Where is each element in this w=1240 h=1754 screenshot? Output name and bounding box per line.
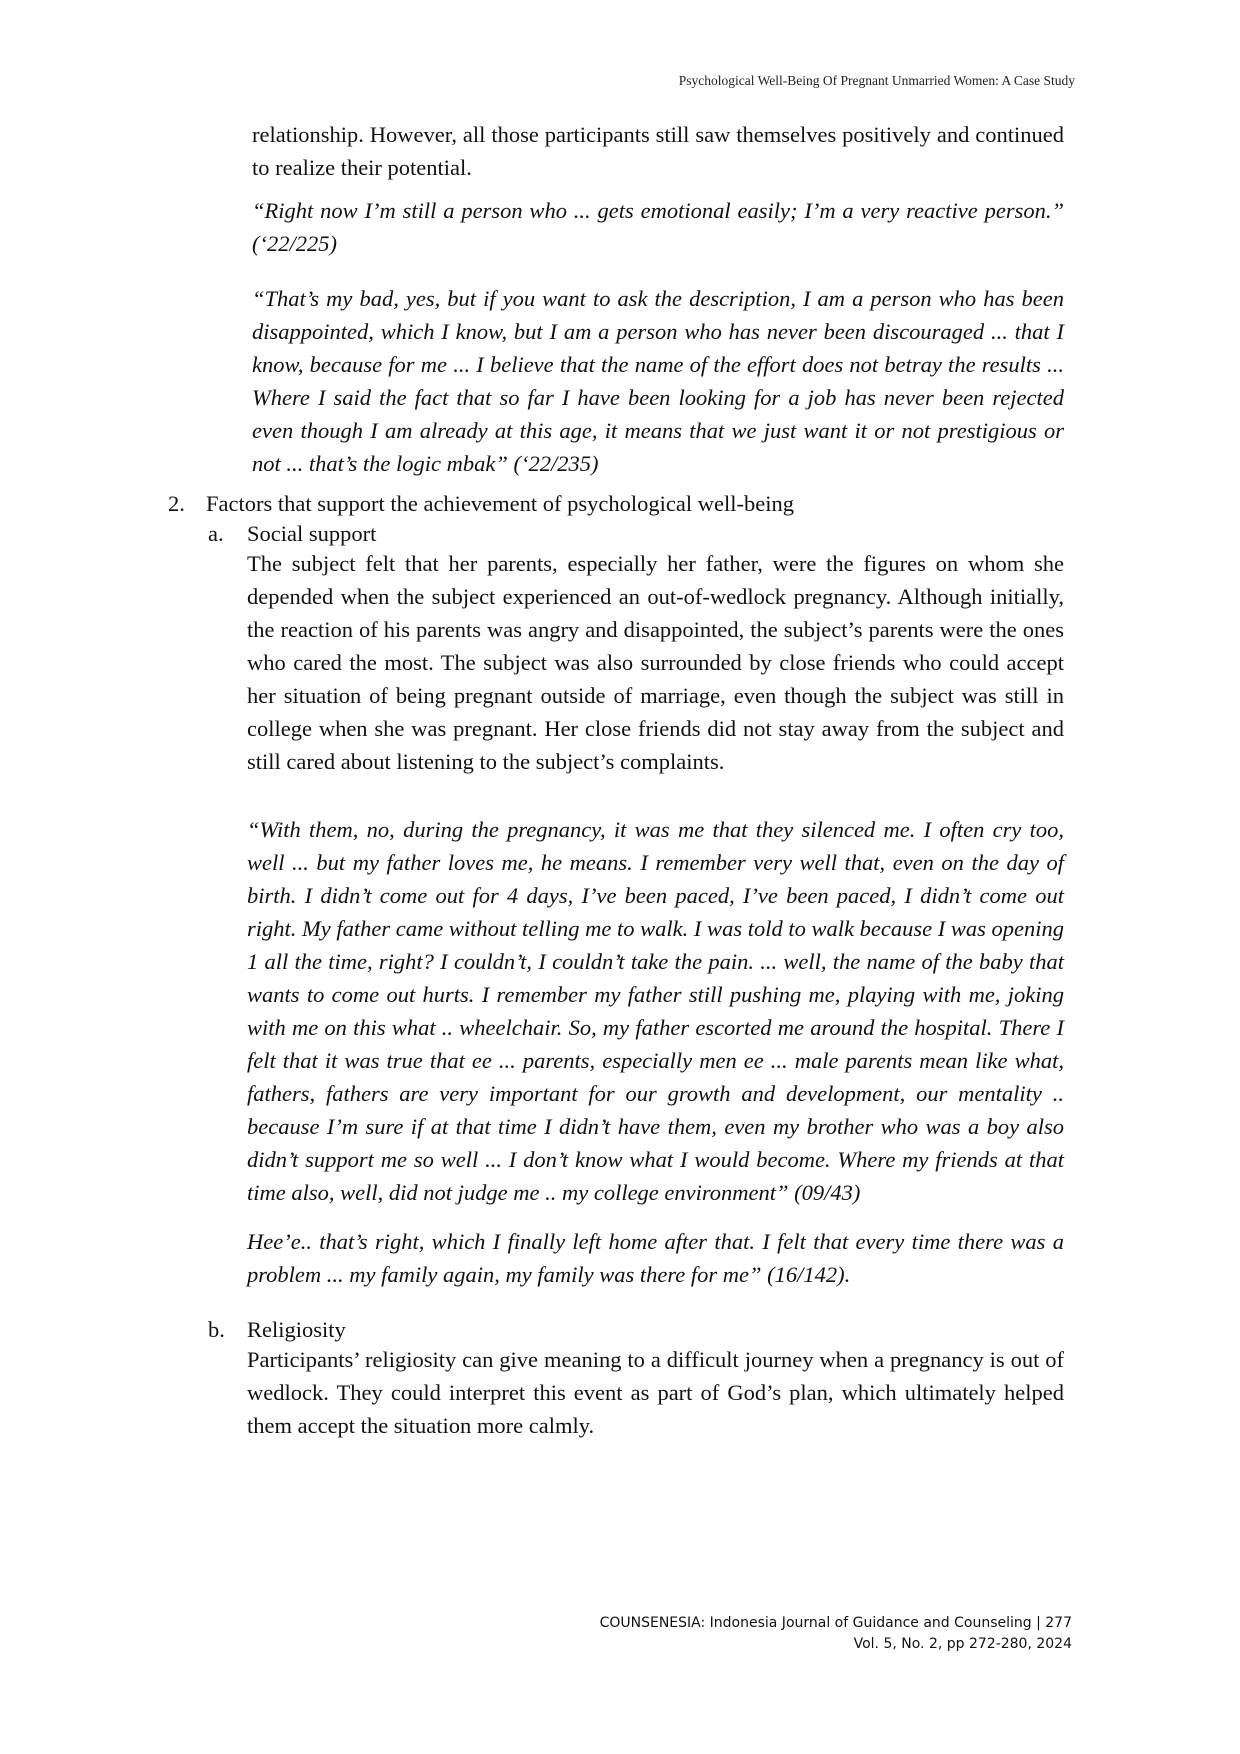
block-quote: “With them, no, during the pregnancy, it was me that they silenced me. I often cry too, well ... but my father loves me, he means. I remember very well that, even on the day of birth. I didn’t come out for 4 days, I’ve been paced, I’ve been paced, I didn’t come out right. My father came without telling me to walk. I was told to walk because I was opening 1 all the time, right? I couldn’t, I couldn’t take the pain. ... well, the name of the baby that wants to come out hurts. I remember my father still pushing me, playing with me, joking with me on this what .. wheelchair. So, my father escorted me around the hospital. There I felt that it was true that ee ... parents, especially men ee ... male parents mean like what, fathers, fathers are very important for our growth and development, our mentality .. because I’m sure if at that time I didn’t have them, even my brother who was a boy also didn’t support me so well ... I don’t know what I would become. Where my friends at that time also, well, did not judge me .. my college environment” (09/43) (247, 817, 1064, 1205)
subsection-title: Social support (247, 521, 377, 546)
body-paragraph: The subject felt that her parents, especially her father, were the figures on whom she depended when the subject experienced an out-of-wedlock pregnancy. Although initially, the reaction of his parents was angry and disappointed, the subject’s parents were the ones who cared the most. The subject was also surrounded by close friends who could accept her situation of being pregnant outside of marriage, even though the subject was still in college when she was pregnant. Her close friends did not stay away from the subject and still cared about listening to the subject’s complaints. (247, 551, 1064, 774)
subsection-title: Religiosity (247, 1317, 346, 1342)
body-paragraph: Participants’ religiosity can give meaning to a difficult journey when a pregnancy is out of wedlock. They could interpret this event as part of God’s plan, which ultimately helped them accept the situation more calmly. (247, 1347, 1064, 1438)
subsection-marker: a. (208, 521, 224, 546)
section-title: Factors that support the achievement of psychological well-being (206, 491, 794, 516)
footer-journal-line: COUNSENESIA: Indonesia Journal of Guidance and Counseling | 277 (599, 1615, 1072, 1631)
footer-volume-line: Vol. 5, No. 2, pp 272-280, 2024 (853, 1636, 1072, 1652)
block-quote: Hee’e.. that’s right, which I finally left home after that. I felt that every time there was a problem ... my family again, my family was there for me” (16/142). (247, 1229, 1064, 1287)
section-number: 2. (168, 491, 185, 516)
intro-paragraph: relationship. However, all those participants still saw themselves positively and continued to realize their potential. (252, 122, 1064, 180)
block-quote: “Right now I’m still a person who ... gets emotional easily; I’m a very reactive person.” (‘22/225) (252, 198, 1064, 256)
running-header: Psychological Well-Being Of Pregnant Unmarried Women: A Case Study (678, 73, 1075, 88)
block-quote: “That’s my bad, yes, but if you want to ask the description, I am a person who has been disappointed, which I know, but I am a person who has never been discouraged ... that I know, because for me ... I believe that the name of the effort does not betray the results ... Where I said the fact that so far I have been looking for a job has never been rejected even though I am already at this age, it means that we just want it or not prestigious or not ... that’s the logic mbak” (‘22/235) (252, 286, 1064, 476)
page-footer (600, 1613, 1072, 1655)
subsection-marker: b. (208, 1317, 225, 1342)
